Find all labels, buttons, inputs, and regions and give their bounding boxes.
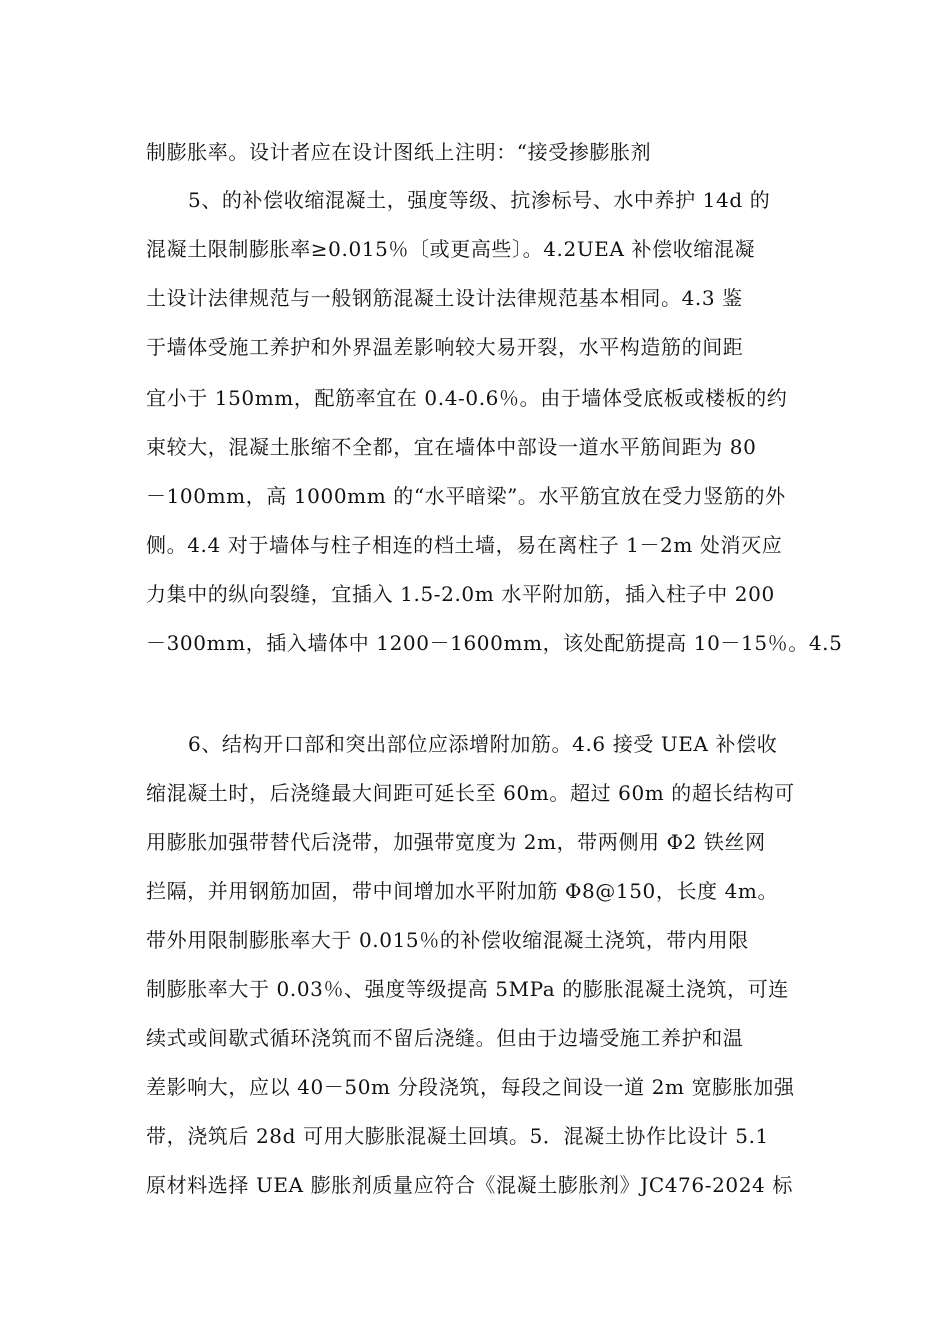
text-line: 混凝土限制膨胀率≥0.015％〔或更高些〕。4.2UEA 补偿收缩混凝 [146, 237, 756, 261]
text-line: 5、的补偿收缩混凝土，强度等级、抗渗标号、水中养护 14d 的 [188, 188, 771, 212]
text-line: －300mm，插入墙体中 1200－1600mm，该处配筋提高 10－15％。4.5 [146, 631, 843, 655]
text-line: 土设计法律规范与一般钢筋混凝土设计法律规范基本相同。4.3 鉴 [146, 286, 743, 310]
text-line: 6、结构开口部和突出部位应添增附加筋。4.6 接受 UEA 补偿收 [188, 732, 778, 756]
text-line: 差影响大，应以 40－50m 分段浇筑，每段之间设一道 2m 宽膨胀加强 [146, 1075, 795, 1099]
text-line: 带外用限制膨胀率大于 0.015％的补偿收缩混凝土浇筑，带内用限 [146, 928, 749, 952]
text-line: 用膨胀加强带替代后浇带，加强带宽度为 2m，带两侧用 Φ2 铁丝网 [146, 830, 766, 854]
text-line: 缩混凝土时，后浇缝最大间距可延长至 60m。超过 60m 的超长结构可 [146, 781, 795, 805]
text-line: 力集中的纵向裂缝，宜插入 1.5-2.0m 水平附加筋，插入柱子中 200 [146, 582, 775, 606]
text-line: 宜小于 150mm，配筋率宜在 0.4-0.6％。由于墙体受底板或楼板的约 [146, 386, 788, 410]
text-line: 制膨胀率。设计者应在设计图纸上注明：“接受掺膨胀剂 [146, 140, 652, 164]
text-line: 于墙体受施工养护和外界温差影响较大易开裂，水平构造筋的间距 [146, 335, 744, 359]
text-line: 束较大，混凝土胀缩不全都，宜在墙体中部设一道水平筋间距为 80 [146, 435, 757, 459]
text-line: －100mm，高 1000mm 的“水平暗梁”。水平筋宜放在受力竖筋的外 [146, 484, 786, 508]
text-line: 原材料选择 UEA 膨胀剂质量应符合《混凝土膨胀剂》JC476-2024 标 [146, 1173, 793, 1197]
text-line: 拦隔，并用钢筋加固，带中间增加水平附加筋 Φ8@150，长度 4m。 [146, 879, 779, 903]
text-line: 侧。4.4 对于墙体与柱子相连的档土墙，易在离柱子 1－2m 处消灭应 [146, 533, 783, 557]
text-line: 续式或间歇式循环浇筑而不留后浇缝。但由于边墙受施工养护和温 [146, 1026, 744, 1050]
text-line: 带，浇筑后 28d 可用大膨胀混凝土回填。5．混凝土协作比设计 5.1 [146, 1124, 769, 1148]
text-line: 制膨胀率大于 0.03％、强度等级提高 5MPa 的膨胀混凝土浇筑，可连 [146, 977, 789, 1001]
